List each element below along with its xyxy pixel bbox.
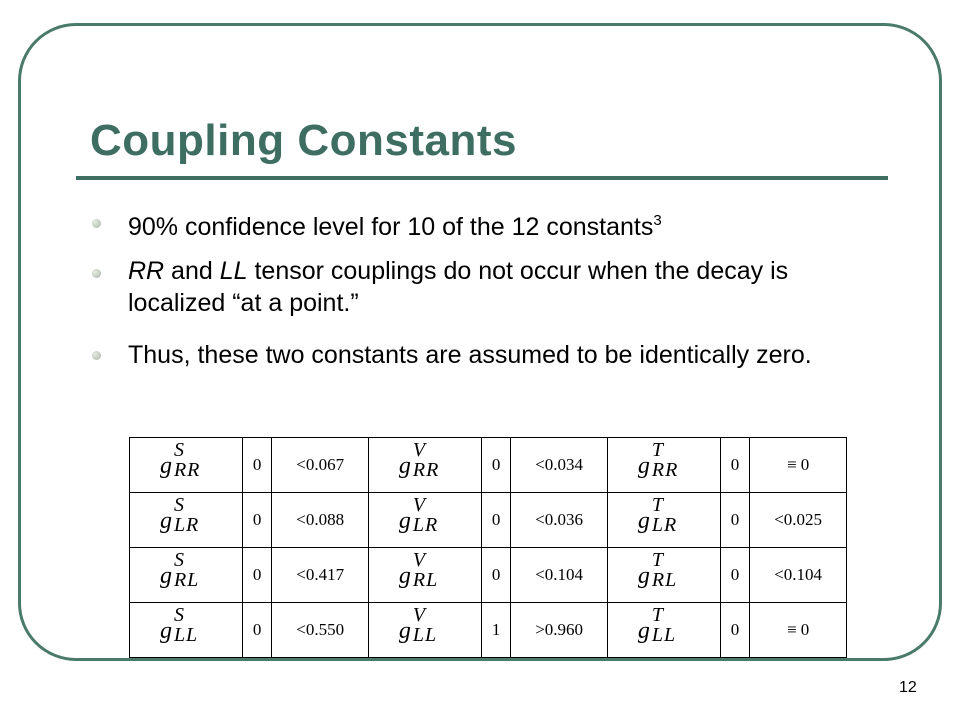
experimental-limit-cell: <0.036: [511, 493, 608, 548]
symbol-sup: T: [651, 493, 663, 516]
experimental-limit-cell: <0.088: [272, 493, 369, 548]
experimental-limit-cell: <0.104: [511, 548, 608, 603]
coupling-symbol-cell: [607, 548, 720, 603]
bullet-tensor-couplings: [92, 255, 882, 319]
symbol-sub: RL: [651, 568, 678, 591]
coupling-symbol-cell: [130, 493, 243, 548]
standard-model-value-cell: 0: [481, 548, 510, 603]
bullet-text: Thus, these two constants are assumed to be identically zero.: [128, 341, 812, 369]
symbol-base: g: [398, 452, 411, 479]
symbol-base: g: [637, 452, 650, 479]
bullet-confidence-level: [92, 205, 882, 243]
symbol-sup: T: [651, 438, 663, 461]
symbol-sup: S: [173, 603, 184, 626]
coupling-symbol: [636, 438, 692, 483]
coupling-symbol-cell: [607, 493, 720, 548]
standard-model-value-cell: 0: [720, 493, 749, 548]
symbol-sup: T: [651, 548, 663, 571]
page-number: 12: [899, 679, 917, 696]
coupling-symbol: [158, 603, 214, 648]
slide-title: Coupling Constants: [90, 116, 517, 165]
standard-model-value-cell: 0: [481, 493, 510, 548]
symbol-sub: LL: [651, 623, 677, 646]
coupling-symbol: [397, 548, 453, 593]
symbol-sub: LL: [412, 623, 438, 646]
standard-model-value-cell: 0: [720, 438, 749, 493]
symbol-base: g: [637, 562, 650, 589]
standard-model-value-cell: 0: [242, 603, 271, 658]
symbol-sup: V: [412, 493, 426, 516]
coupling-symbol-cell: [130, 438, 243, 493]
symbol-sub: RR: [173, 458, 201, 481]
standard-model-value-cell: 0: [720, 548, 749, 603]
table-row: [130, 548, 847, 603]
coupling-symbol: [636, 493, 692, 538]
experimental-limit-cell: <0.067: [272, 438, 369, 493]
symbol-base: g: [159, 507, 172, 534]
symbol-sub: RL: [412, 568, 439, 591]
symbol-base: g: [637, 617, 650, 644]
experimental-limit-cell: ≡ 0: [750, 603, 847, 658]
coupling-symbol-cell: [130, 603, 243, 658]
coupling-symbol: [158, 493, 214, 538]
symbol-base: g: [159, 452, 172, 479]
experimental-limit-cell: <0.550: [272, 603, 369, 658]
table-body: [130, 438, 847, 658]
coupling-symbol: [397, 493, 453, 538]
table-row: [130, 603, 847, 658]
bullet-dot-icon: [92, 351, 101, 360]
symbol-base: g: [159, 562, 172, 589]
symbol-sup: V: [412, 548, 426, 571]
coupling-symbol-cell: [607, 438, 720, 493]
symbol-sub: LR: [173, 513, 200, 536]
table-row: [130, 438, 847, 493]
standard-model-value-cell: 0: [242, 493, 271, 548]
bullet-list: [92, 205, 882, 391]
experimental-limit-cell: >0.960: [511, 603, 608, 658]
symbol-sub: RR: [412, 458, 440, 481]
symbol-base: g: [637, 507, 650, 534]
symbol-sup: T: [651, 603, 663, 626]
symbol-sub: RL: [173, 568, 200, 591]
experimental-limit-cell: <0.417: [272, 548, 369, 603]
experimental-limit-cell: <0.104: [750, 548, 847, 603]
symbol-base: g: [159, 617, 172, 644]
coupling-symbol-cell: [607, 603, 720, 658]
coupling-symbol-cell: [368, 548, 481, 603]
symbol-sup: S: [173, 493, 184, 516]
title-underline: [76, 176, 888, 180]
coupling-symbol: [397, 603, 453, 648]
experimental-limit-cell: <0.025: [750, 493, 847, 548]
symbol-sup: V: [412, 603, 426, 626]
experimental-limit-cell: ≡ 0: [750, 438, 847, 493]
symbol-sub: RR: [651, 458, 679, 481]
coupling-symbol-cell: [368, 603, 481, 658]
symbol-sup: S: [173, 438, 184, 461]
symbol-base: g: [398, 562, 411, 589]
standard-model-value-cell: 1: [481, 603, 510, 658]
bullet-text: tensor couplings do not occur when the decay is localized “at a point.”: [128, 257, 789, 317]
bullet-assumed-zero: [92, 331, 882, 379]
standard-model-value-cell: 0: [720, 603, 749, 658]
standard-model-value-cell: 0: [242, 548, 271, 603]
coupling-symbol-cell: [130, 548, 243, 603]
footnote-marker: 3: [653, 212, 662, 229]
coupling-symbol-cell: [368, 438, 481, 493]
coupling-symbol-cell: [368, 493, 481, 548]
symbol-sub: LR: [651, 513, 678, 536]
coupling-constants-table: [129, 437, 847, 658]
symbol-sup: S: [173, 548, 184, 571]
standard-model-value-cell: 0: [242, 438, 271, 493]
coupling-symbol: [636, 603, 692, 648]
coupling-symbol: [636, 548, 692, 593]
bullet-text: 90% confidence level for 10 of the 12 constants: [128, 213, 654, 241]
coupling-symbol: [158, 438, 214, 483]
bullet-dot-icon: [92, 269, 101, 278]
term-rr: RR: [128, 257, 165, 285]
symbol-sub: LR: [412, 513, 439, 536]
table-row: [130, 493, 847, 548]
term-ll: LL: [219, 257, 248, 285]
standard-model-value-cell: 0: [481, 438, 510, 493]
experimental-limit-cell: <0.034: [511, 438, 608, 493]
symbol-base: g: [398, 617, 411, 644]
symbol-sub: LL: [173, 623, 199, 646]
coupling-symbol: [397, 438, 453, 483]
coupling-symbol: [158, 548, 214, 593]
symbol-base: g: [398, 507, 411, 534]
symbol-sup: V: [412, 438, 426, 461]
bullet-dot-icon: [92, 219, 101, 228]
bullet-text: and: [164, 257, 220, 285]
